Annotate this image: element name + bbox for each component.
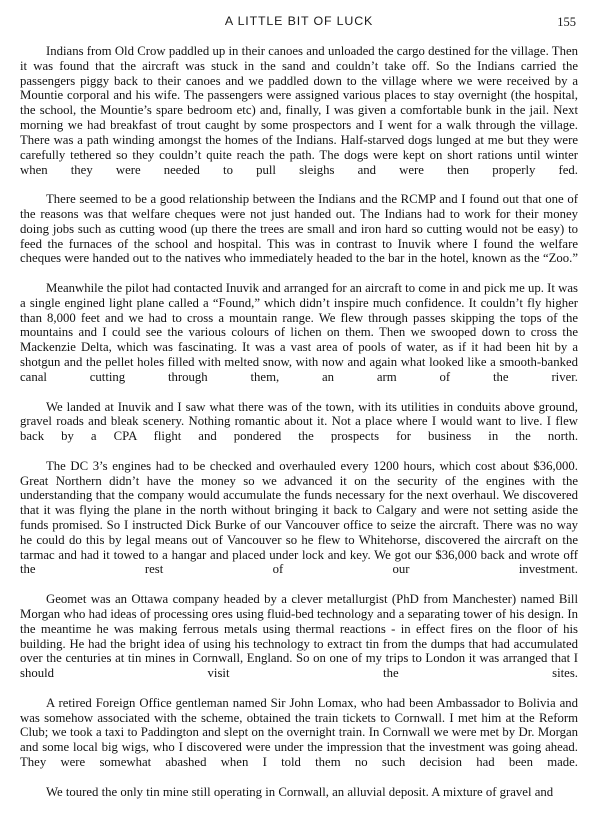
paragraph: There seemed to be a good relationship between the Indians and the RCMP and I found out that one of the reasons was that welfare cheques were not just handed out. The Indians had to work for their money doing jobs such as cutting wood (up there the trees are small and iron hard so cutting would not be easy) to feed the furnaces of the school and hospital. This was in contrast to Inuvik where I found the welfare cheques were handed out to the natives who immediately headed to the bar in the hotel, known as the “Zoo.”	[20, 192, 578, 266]
paragraph: A retired Foreign Office gentleman named Sir John Lomax, who had been Ambassador to Bolivia and was somehow associated with the scheme, obtained the train tickets to Cornwall. I met him at the Reform Club; we took a taxi to Paddington and slept on the overnight train. In Cornwall we were met by Dr. Morgan and some local big wigs, who I discovered were under the impression that the investment was going ahead. They were somewhat abashed when I told them no such decision had been made.	[20, 695, 578, 769]
paragraph: The DC 3’s engines had to be checked and overhauled every 1200 hours, which cost about $36,000. Great Northern didn’t have the money so we advanced it on the security of the engines with the understanding that the company would accumulate the funds necessary for the next overhaul. We discovered that it was flying the plane in the north without bringing it back to Calgary and were not setting aside the funds promised. So I instructed Dick Burke of our Vancouver office to seize the aircraft. There was no way he could do this by legal means out of Vancouver so he flew to Whitehorse, discovered the aircraft on the tarmac and had it towed to a hangar and placed under lock and key. We got our $36,000 back and wrote off the rest of our investment.	[20, 458, 578, 577]
paragraph: Indians from Old Crow paddled up in their canoes and unloaded the cargo destined for the village. Then it was found that the aircraft was stuck in the sand and couldn’t take off. So the Indians carried the passengers piggy back to their canoes and we paddled down to the village where we were received by a Mountie corporal and his wife. The passengers were assigned various places to stay overnight (the hospital, the school, the Mountie’s spare bedroom etc) and, finally, I was given a comfortable bunk in the jail. Next morning we had breakfast of trout caught by some prospectors and I went for a walk through the village. There was a path winding amongst the homes of the Indians. Half-starved dogs lunged at me but they were carefully tethered so they couldn’t quite reach the path. The dogs were kept on short rations until winter when they were needed to pull sleighs and were then properly fed.	[20, 44, 578, 177]
paragraph: Geomet was an Ottawa company headed by a clever metallurgist (PhD from Manchester) named Bill Morgan who had ideas of processing ores using fluid-bed technology and a separating tower of his design. In the meantime he was making ferrous metals using thermal reactions - in effect fires on the floor of his building. He had the bright idea of using his technology to extract tin from the dumps that had accumulated over the centuries at tin mines in Cornwall, England. So on one of my trips to London it was arranged that I should visit the sites.	[20, 592, 578, 681]
paragraph: We landed at Inuvik and I saw what there was of the town, with its utilities in conduits above ground, gravel roads and bleak scenery. Nothing romantic about it. Not a place where I would want to live. I flew back by a CPA flight and pondered the prospects for business in the north.	[20, 399, 578, 444]
page-title: A LITTLE BIT OF LUCK	[224, 14, 374, 28]
running-head	[20, 14, 578, 34]
paragraph: Meanwhile the pilot had contacted Inuvik and arranged for an aircraft to come in and pick me up. It was a single engined light plane called a “Found,” which didn’t inspire much confidence. It couldn’t fly higher than 8,000 feet and we had to cross a mountain range. We flew through passes skipping the tops of the mountains and I could see the various colours of lichen on them. Then we swooped down to cross the Mackenzie Delta, which was fascinating. It was a vast area of pools of water, as if it had been hit by a shotgun and the pellet holes filled with melted snow, with now and again what looked like a smooth-banked canal cutting through them, an arm of the river.	[20, 281, 578, 384]
paragraph: We toured the only tin mine still operating in Cornwall, an alluvial deposit. A mixture of gravel and	[46, 784, 554, 799]
body-text	[20, 44, 578, 799]
page-number: 155	[557, 15, 576, 29]
